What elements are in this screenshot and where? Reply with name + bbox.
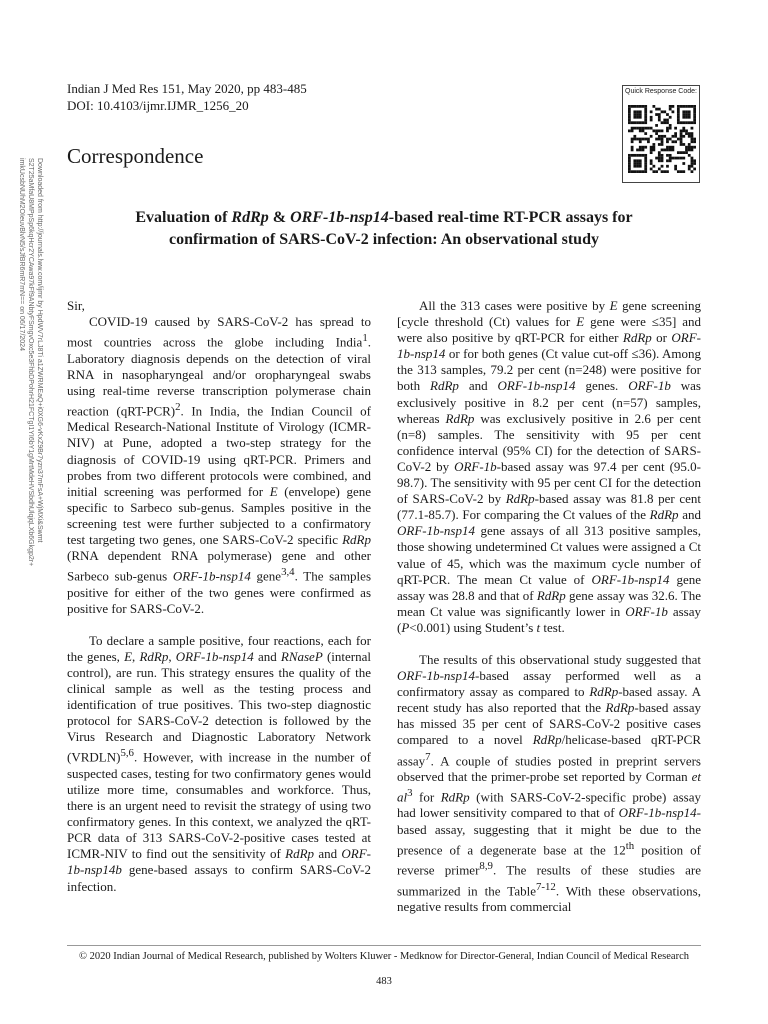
- footer-divider: [67, 945, 701, 946]
- article-title-line-1: Evaluation of RdRp & ORF-1b-nsp14-based real-time RT-PCR assays for: [135, 209, 633, 226]
- qr-code-box: [622, 85, 700, 183]
- paragraph-1: COVID-19 caused by SARS-CoV-2 has spread to most countries across the globe including India$^1$. Laboratory diagnosis depends on the detection of viral RNA in nasopharyngeal and/or oropharyngeal swabs using real-time reverse transcription polymerase chain reaction $(qRT-PCR)^2$. In India, the Indian Council of Medical Research-National Institute of Virology (ICMR-NIV) at Pune, adopted a two-step strategy for the diagnosis of COVID-19 using qRT-PCR. Primers and probes from two different protocols were combined, and initial screening was performed for E (envelope) gene specific to Sarbeco sub-genus. Samples positive in the screening test were further subjected to a confirmatory test targeting two genes, one SARS-CoV-2 specific RdRp (RNA dependent RNA polymerase) gene and other Sarbeco sub-genus ORF-1b-nsp14 gene$^{3,4}$. The samples positive for either of the two genes were confirmed as positive for SARS-CoV-2.: [67, 314, 371, 616]
- section-heading: Correspondence: [67, 144, 204, 168]
- article-title-line-2: confirmation of SARS-CoV-2 infection: An observational study: [169, 231, 599, 248]
- qr-code-icon: [628, 105, 696, 173]
- paragraph-4: The results of this observational study suggested that ORF-1b-nsp14-based assay performed well as a confirmatory assay as compared to RdRp-based assay. A recent study has also reported that the RdRp-based assay has missed 35 per cent of SARS-CoV-2 positive cases compared to a novel RdRp/helicase-based qRT-PCR assay$^7$. A couple of studies posted in preprint servers observed that the primer-probe set reported by Corman et $al^3$ for RdRp (with SARS-CoV-2-specific probe) assay had lower sensitivity compared to that of ORF-1b-nsp14-based assay, suggesting that it might be due to the presence of a degenerate base at the 12th position of reverse primer$^{8,9}$. The results of these studies are summarized in the Table$^{7-12}$. With these observations, negative results from commercial: [397, 651, 702, 914]
- download-watermark-line-2: S2T25aMfaU8MPpSp6kqHcr2YCAwa97kFf9ANbtyFSmgvOxc5e3FhbDPohrH21FCTgI1YI6bY1gMrtMdeHVSbdhUlqjqLXb6Gkgp2r+: [27, 158, 34, 567]
- qr-code-label: Quick Response Code:: [625, 88, 697, 95]
- paragraph-2: To declare a sample positive, four reactions, each for the genes, E, RdRp, ORF-1b-nsp14 and RNaseP (internal control), are run. This strategy ensures the quality of the clinical sample as well as the testing process and identification of true positives. This two-step diagnostic protocol for SARS-CoV-2 detection is followed by the Virus Research and Diagnostic Laboratory Network (VRDLN)$^{5,6}$. However, with increase in the number of suspected cases, testing for two confirmatory genes would utilize more time, consumables and workforce. Thus, there is an urgent need to revisit the strategy of using two confirmatory genes. In this context, we analyzed the qRT-PCR data of 313 SARS-CoV-2-positive cases tested at ICMR-NIV to find out the sensitivity of RdRp and ORF-1b-nsp14b gene-based assays to confirm SARS-CoV-2 infection.: [67, 632, 371, 894]
- download-watermark: [17, 158, 44, 566]
- paragraph-3: All the 313 cases were positive by E gene screening [cycle threshold (Ct) values for E gene were ≤35] and were also positive by qRT-PCR for either RdRp or ORF-1b-nsp14 or for both genes (Ct value cut-off ≤36). Among the 313 samples, 79.2 per cent (n=248) were positive for both RdRp and ORF-1b-nsp14 genes. ORF-1b was exclusively positive in 8.2 per cent (n=57) samples, whereas RdRp was exclusively positive in 2.6 per cent (n=8) samples. The sensitivity with 95 per cent confidence interval (95% CI) for the detection of SARS-CoV-2 by ORF-1b-based assay was 97.4 per cent (95.0-98.7). The sensitivity with 95 per cent CI for the detection of SARS-CoV-2 by RdRp-based assay was 81.8 per cent (77.1-85.7). For comparing the Ct values of the RdRp and ORF-1b-nsp14 gene assays of all 313 positive samples, those showing undetermined Ct values were assigned a Ct value of 45, which was the maximum cycle number of qRT-PCR. The mean Ct value of ORF-1b-nsp14 gene assay was 28.8 and that of RdRp gene assay was 32.6. The mean Ct value was significantly lower in ORF-1b assay (P<0.001) using Student’s t test.: [397, 298, 702, 635]
- journal-doi: DOI: 10.4103/ijmr.IJMR_1256_20: [67, 98, 249, 113]
- download-watermark-line-3: imkUcsbNUhM2OIeuvBlvN5/sJfBR6mR7mN== on 06/17/2024: [18, 158, 25, 351]
- page-number: 483: [376, 976, 392, 987]
- paragraph-salutation: Sir,: [67, 298, 85, 313]
- download-watermark-line-1: Downloaded from http://journals.lww.com/ijmr by HpdWV7rLJ8Ti a1ZWRMEaQ+i0XG6-vKxZ9Br7yzn37mFsA+WjMXi&Swmt: [36, 158, 43, 543]
- journal-citation: Indian J Med Res 151, May 2020, pp 483-485: [67, 81, 307, 96]
- body-right-column: [397, 298, 701, 931]
- copyright-notice: © 2020 Indian Journal of Medical Research, published by Wolters Kluwer - Medknow for Director-General, Indian Council of Medical Research: [78, 951, 689, 962]
- body-left-column: [67, 298, 371, 911]
